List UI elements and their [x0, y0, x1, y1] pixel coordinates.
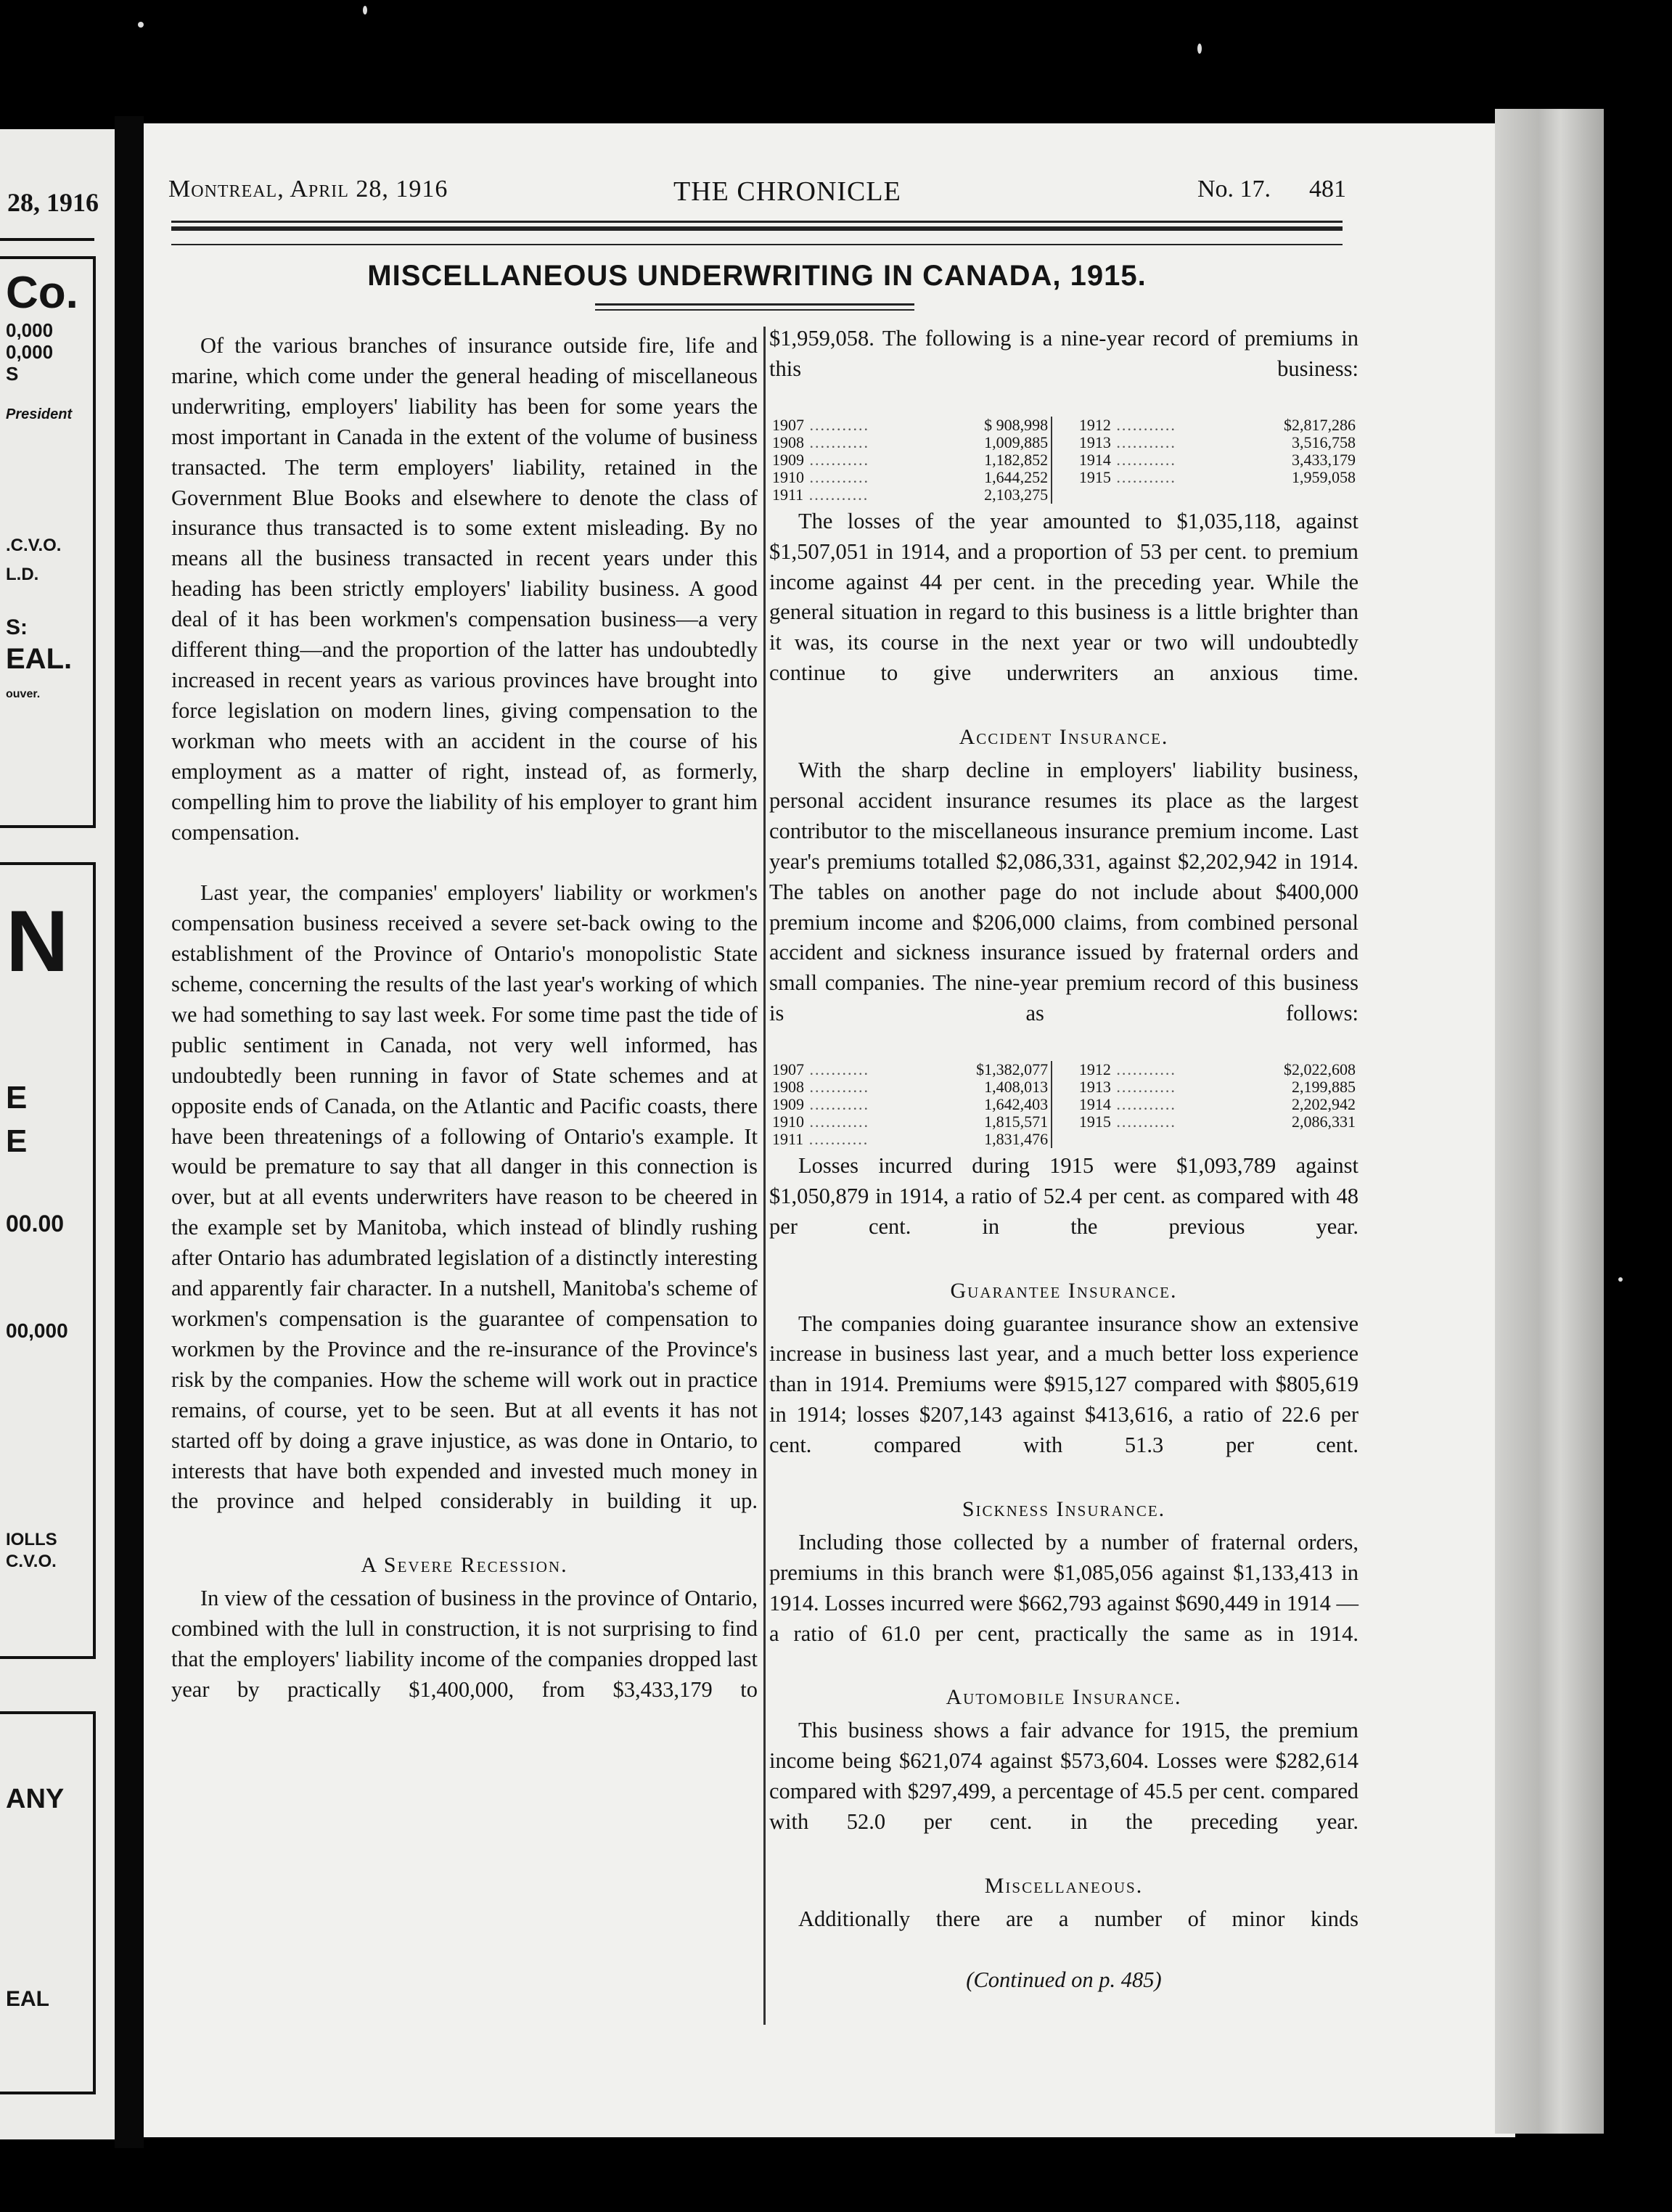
table-row: 1911 ........... 1,831,476	[769, 1131, 1358, 1148]
table-cell-year: 1909	[772, 451, 804, 469]
column-divider	[763, 327, 766, 2025]
table-cell-value: $1,382,077	[976, 1060, 1049, 1079]
table-cell-year: 1907	[772, 416, 804, 434]
left-page-text: EAL.	[6, 643, 73, 675]
left-page-text: 0,000	[6, 319, 54, 341]
subheading: Automobile Insurance.	[946, 1685, 1182, 1710]
table-cell-year: 1914	[1078, 451, 1111, 469]
header-dateline: Montreal, April 28, 1916	[168, 176, 448, 202]
header-page-number: 481	[1309, 176, 1346, 202]
table-cell-value: 2,199,885	[1292, 1078, 1356, 1097]
table-cell-year: 1915	[1078, 1113, 1111, 1131]
left-page-text: EAL	[6, 1987, 49, 2011]
table-cell-value: 1,831,476	[984, 1130, 1049, 1149]
left-page-text: ouver.	[6, 688, 41, 700]
table-row: 1909 ........... 1,182,852 1914 ........... 3,433,179	[769, 451, 1358, 469]
table-cell-year: 1910	[772, 1113, 804, 1131]
header-issue-number: No. 17.	[1197, 176, 1271, 202]
table-row: 1910 ........... 1,644,252 1915 ........... 1,959,058	[769, 469, 1358, 486]
header-rule	[171, 221, 1343, 223]
table-row: 1908 ........... 1,408,013 1913 ........... 2,199,885	[769, 1078, 1358, 1096]
left-page-fragment	[0, 129, 115, 2139]
dust-speck	[1197, 44, 1202, 54]
left-page-text: E	[6, 1123, 28, 1159]
left-page-text: S:	[6, 615, 28, 639]
premium-table-employers-liability	[769, 417, 1358, 504]
table-cell-year: 1910	[772, 468, 804, 486]
paragraph: Last year, the companies' employers' liability or workmen's compensation business received a severe set-back owing to the establishment of the Province of Ontario's monopolistic State scheme, concerning the results of the last year's working of which we had something to say last week. For some time past the tide of public sentiment in Canada, not very well informed, has undoubtedly been running in favor of State schemes and at opposite ends of Canada, on the Atlantic and Pacific coasts, there have been threatenings of a following of Ontario's example. It would be premature to say that all danger in this connection is over, but at all events underwriters have reason to be cheered in the example set by Manitoba, which instead of blindly rushing after Ontario has adumbrated legislation of a distinctly interesting and apparently fair character. In a nutshell, Manitoba's scheme of workmen's compensation is the guarantee of compensation to workmen by the Province and the re-insurance of the Province's risk by the companies. How the scheme will work out in practice remains, of course, yet to be seen. But at all events it has not started off by doing a grave injustice, as was done in Ontario, to interests that have both expended and invested much money in the province and helped considerably in building it up.	[171, 880, 758, 1514]
header-rule	[171, 244, 1343, 245]
dust-speck	[363, 6, 367, 15]
table-cell-year: 1908	[772, 433, 804, 451]
paragraph: Of the various branches of insurance outside fire, life and marine, which come under the general heading of miscellaneous underwriting, employers' liability has been for some years the most important in Canada in the extent of the volume of business transacted. The term employers' liability, retained in the Government Blue Books and elsewhere to denote the class of insurance thus transacted is to some extent misleading. By no means all the business transacted in recent years under this heading has been strictly employers' liability business. A good deal of it has been workmen's compensation business—a very different thing—and the proportion of the latter has undoubtedly increased in recent years as various provinces have brought into force legislation on modern lines, giving compensation to the workman who meets with an accident in the course of his employment as a matter of right, instead of, as formerly, compelling him to prove the liability of his employer to grant him compensation.	[171, 333, 758, 845]
table-row: 1911 ........... 2,103,275	[769, 486, 1358, 504]
table-cell-value: 2,202,942	[1292, 1095, 1356, 1114]
paragraph: This business shows a fair advance for 1915, the premium income being $621,074 against $573,604. Losses were $282,614 compared with $297,499, a percentage of 45.5 per cent. compared with 52.0 per cent. in the preceding year.	[769, 1718, 1358, 1835]
table-cell-value: $2,817,286	[1284, 415, 1356, 434]
table-cell-value: 1,959,058	[1292, 467, 1356, 486]
left-page-text: 00.00	[6, 1211, 65, 1237]
table-cell-year: 1912	[1078, 1061, 1111, 1079]
paragraph: With the sharp decline in employers' liability business, personal accident insurance resumes its place as the largest contributor to the miscellaneous insurance premium income. Last year's premiums totalled $2,086,331, against $2,202,942 in 1914. The tables on another page do not include about $400,000 premium income and $206,000 claims, from combined personal accident and sickness insurance issued by fraternal orders and small companies. The nine-year premium record of this business is as follows:	[769, 757, 1358, 1026]
table-cell-value: $2,022,608	[1284, 1060, 1356, 1079]
left-page-text: 0,000	[6, 341, 54, 363]
table-cell-value: 2,086,331	[1292, 1113, 1356, 1131]
title-underline	[595, 309, 914, 311]
table-cell-value: 1,182,852	[984, 450, 1049, 469]
subheading: Guarantee Insurance.	[950, 1278, 1178, 1303]
paragraph: Losses incurred during 1915 were $1,093,789 against $1,050,879 in 1914, a ratio of 52.4 per cent. as compared with 48 per cent. in the previous year.	[769, 1153, 1358, 1239]
left-page-text: E	[6, 1080, 28, 1115]
header-rule-thick	[171, 226, 1343, 231]
table-row: 1907 ........... $ 908,998 1912 ........... $2,817,286	[769, 417, 1358, 434]
table-cell-year: 1909	[772, 1096, 804, 1114]
table-cell-year: 1912	[1078, 416, 1111, 434]
paragraph: $1,959,058. The following is a nine-year record of premiums in this business:	[769, 326, 1358, 381]
header-masthead: THE CHRONICLE	[673, 176, 901, 207]
subheading: Miscellaneous.	[984, 1873, 1144, 1898]
table-cell-value: 3,516,758	[1292, 433, 1356, 451]
left-page-date: 28, 1916	[7, 188, 99, 217]
table-cell-year: 1908	[772, 1078, 804, 1097]
table-row: 1909 ........... 1,642,403 1914 ........... 2,202,942	[769, 1096, 1358, 1113]
column-left	[171, 331, 758, 1736]
dust-speck	[1618, 1277, 1623, 1282]
table-cell-value: 1,642,403	[984, 1095, 1049, 1114]
continued-note: (Continued on p. 485)	[966, 1967, 1162, 1992]
left-page-text: Co.	[6, 268, 78, 318]
column-right	[769, 324, 1358, 1996]
left-page-text: S	[6, 363, 19, 385]
table-cell-value: $ 908,998	[984, 415, 1049, 434]
table-cell-value: 1,009,885	[984, 433, 1049, 451]
table-cell-year: 1911	[772, 1131, 804, 1149]
left-page-text: 00,000	[6, 1319, 68, 1342]
table-cell-year: 1913	[1078, 1078, 1111, 1097]
left-page-text: IOLLS	[6, 1530, 57, 1549]
title-underline	[595, 303, 914, 306]
paragraph: The losses of the year amounted to $1,035,118, against $1,507,051 in 1914, and a proportion of 53 per cent. to premium income against 44 per cent. in the preceding year. While the general situation in regard to this business is a little brighter than it was, its course in the next year or two will undoubtedly continue to give underwriters an anxious time.	[769, 508, 1358, 686]
page-edge-stack	[1495, 109, 1604, 2134]
table-row: 1910 ........... 1,815,571 1915 ........... 2,086,331	[769, 1113, 1358, 1131]
table-row: 1907 ........... $1,382,077 1912 ........... $2,022,608	[769, 1061, 1358, 1078]
table-cell-year: 1911	[772, 486, 804, 504]
table-cell-value: 3,433,179	[1292, 450, 1356, 469]
table-cell-year: 1915	[1078, 468, 1111, 486]
subheading: A Severe Recession.	[361, 1553, 568, 1578]
subheading: Accident Insurance.	[959, 725, 1169, 750]
paragraph: Including those collected by a number of fraternal orders, premiums in this branch were $1,085,056 against $1,133,413 in 1914. Losses incurred were $662,793 against $690,449 in 1914 —a ratio of 61.0 per cent, practically the same as in 1914.	[769, 1529, 1358, 1646]
paragraph: In view of the cessation of business in the province of Ontario, combined with the lull in construction, it is not surprising to find that the employers' liability income of the companies dropped last year by practically $1,400,000, from $3,433,179 to	[171, 1586, 758, 1702]
left-page-rule	[0, 238, 94, 241]
table-cell-year: 1907	[772, 1061, 804, 1079]
left-page-text: N	[6, 893, 69, 990]
dust-speck	[138, 22, 144, 28]
paragraph: The companies doing guarantee insurance show an extensive increase in business last year, and a much better loss experience than in 1914. Premiums were $915,127 compared with $805,619 in 1914; losses $207,143 against $413,616, a ratio of 22.6 per cent. compared with 51.3 per cent.	[769, 1311, 1358, 1458]
paragraph: Additionally there are a number of minor kinds	[798, 1906, 1358, 1931]
left-page-text: ANY	[6, 1784, 65, 1814]
table-cell-value: 1,644,252	[984, 467, 1049, 486]
page-gutter	[115, 116, 144, 2148]
article-title: MISCELLANEOUS UNDERWRITING IN CANADA, 1915.	[367, 260, 1147, 292]
table-row: 1908 ........... 1,009,885 1913 ........... 3,516,758	[769, 434, 1358, 451]
left-page-text: C.V.O.	[6, 1552, 57, 1571]
left-page-text: .C.V.O.	[6, 536, 62, 555]
table-cell-value: 1,408,013	[984, 1078, 1049, 1097]
left-page-text: L.D.	[6, 565, 39, 584]
left-page-box	[0, 1711, 96, 2094]
table-cell-year: 1913	[1078, 433, 1111, 451]
left-page-text: President	[6, 406, 73, 422]
table-cell-value: 1,815,571	[984, 1113, 1049, 1131]
subheading: Sickness Insurance.	[962, 1497, 1166, 1521]
table-cell-value: 2,103,275	[984, 485, 1049, 504]
premium-table-accident	[769, 1061, 1358, 1148]
table-cell-year: 1914	[1078, 1096, 1111, 1114]
